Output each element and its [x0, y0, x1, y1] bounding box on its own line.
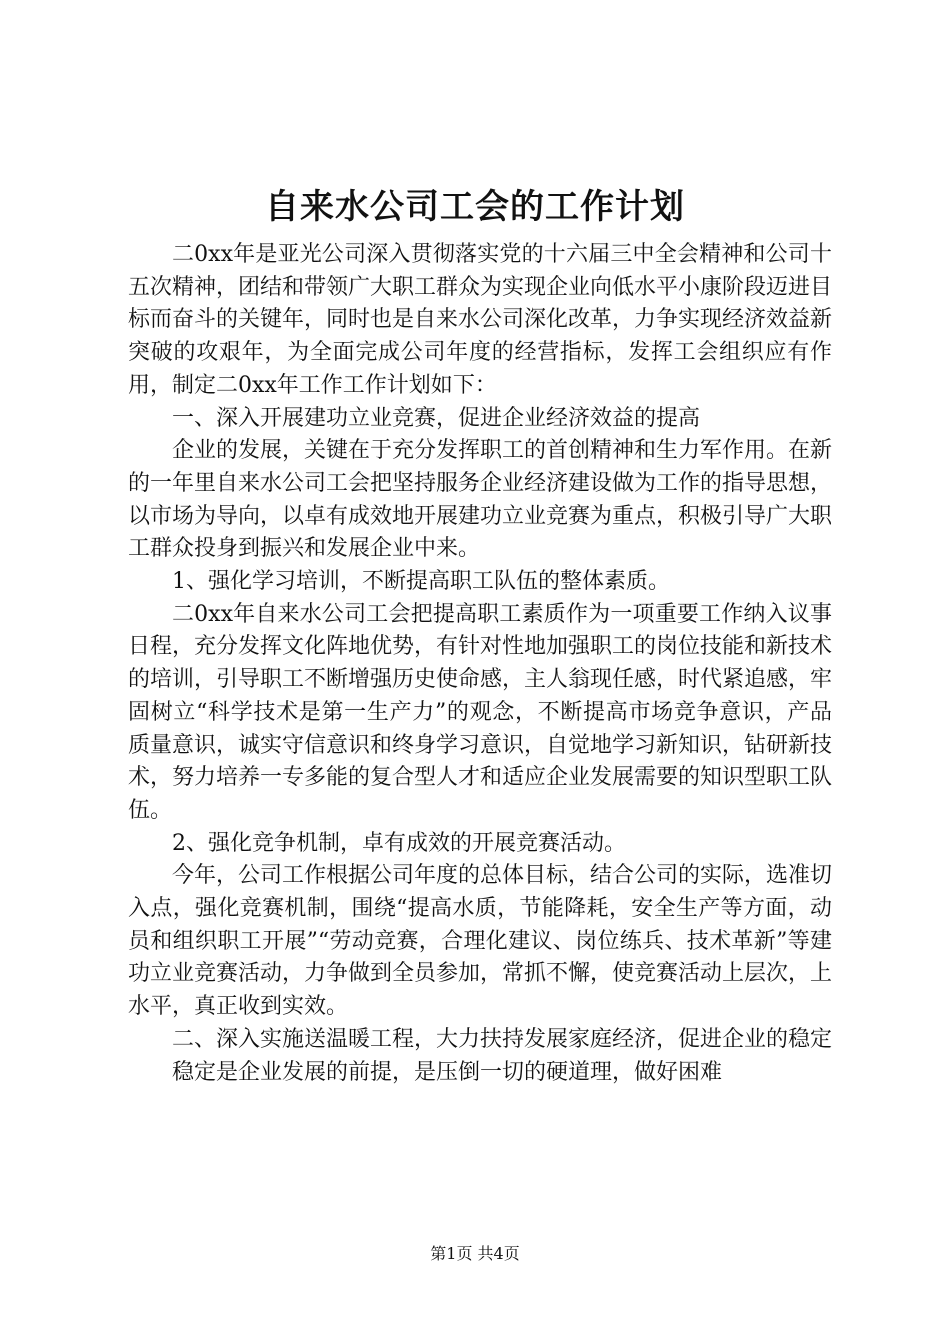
paragraph-stability: 稳定是企业发展的前提，是压倒一切的硬道理，做好困难 [172, 1059, 723, 1085]
paragraph-competition: 今年，公司工作根据公司年度的总体目标，结合公司的实际，选准切入点，强化竞赛机制，围绕“提高水质，节能降耗，安全生产等方面，动员和组织职工开展”“劳动竞赛，合理化建议、岗位练兵、技术革新”等建功立业竞赛活动，力争做到全员参加，常抓不懈，使竞赛活动上层次，上水平，真正收到实效。 [128, 863, 833, 1020]
page-footer: 第1页 共4页 [430, 1244, 520, 1263]
paragraph-intro: 二0xx年是亚光公司深入贯彻落实党的十六届三中全会精神和公司十五次精神，团结和带领广大职工群众为实现企业向低水平小康阶段迈进目标而奋斗的关键年，同时也是自来水公司深化改革，力争实现经济效益新突破的攻艰年，为全面完成公司年度的经营指标，发挥工会组织应有作用，制定二0xx年工作工作计划如下： [128, 242, 833, 398]
paragraph-training: 二0xx年自来水公司工会把提高职工素质作为一项重要工作纳入议事日程，充分发挥文化阵地优势，有针对性地加强职工的岗位技能和新技术的培训，引导职工不断增强历史使命感，主人翁现任感，时代紧追感，牢固树立“科学技术是第一生产力”的观念，不断提高市场竞争意识，产品质量意识，诚实守信意识和终身学习意识，自觉地学习新知识，钻研新技术，努力培养一专多能的复合型人才和适应企业发展需要的知识型职工队伍。 [128, 601, 833, 823]
subheading-1-2: 2、强化竞争机制，卓有成效的开展竞赛活动。 [172, 830, 626, 856]
section-heading-2: 二、深入实施送温暖工程，大力扶持发展家庭经济，促进企业的稳定 [172, 1026, 833, 1052]
paragraph-section-1: 企业的发展，关键在于充分发挥职工的首创精神和生力军作用。在新的一年里自来水公司工会把坚持服务企业经济建设做为工作的指导思想，以市场为导向，以卓有成效地开展建功立业竞赛为重点，积极引导广大职工群众投身到振兴和发展企业中来。 [128, 438, 833, 562]
document-title: 自来水公司工会的工作计划 [265, 187, 685, 227]
document-body [128, 239, 832, 1089]
section-heading-1: 一、深入开展建功立业竞赛，促进企业经济效益的提高 [172, 405, 701, 431]
subheading-1-1: 1、强化学习培训，不断提高职工队伍的整体素质。 [172, 569, 670, 595]
